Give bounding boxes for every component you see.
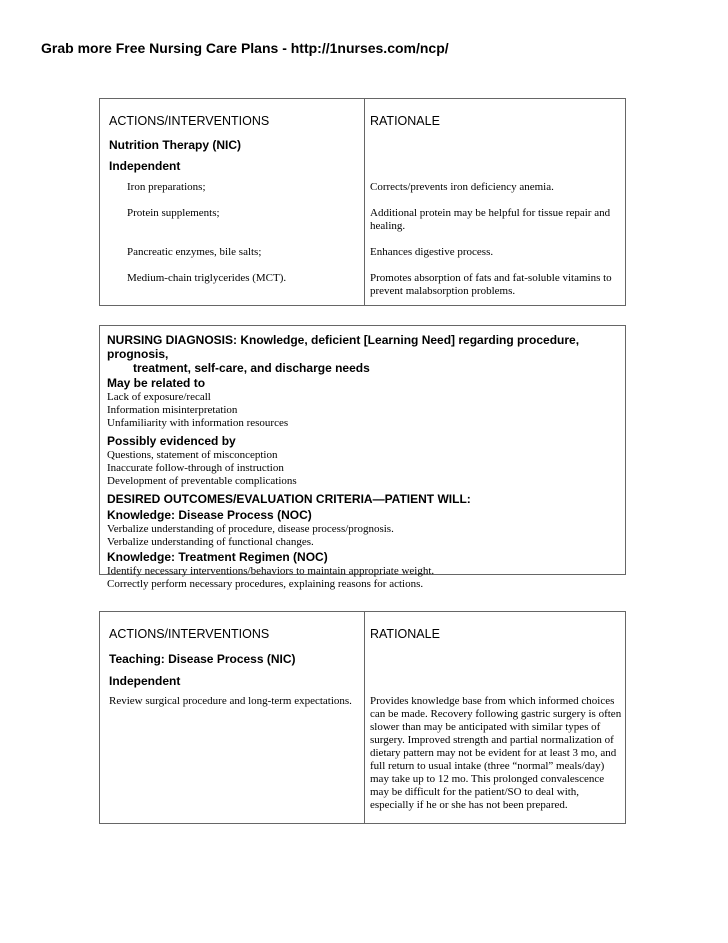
subsection-heading: Independent [109,159,181,173]
col-header-actions: ACTIONS/INTERVENTIONS [109,627,270,641]
column-divider [364,99,365,305]
page-header-link[interactable]: Grab more Free Nursing Care Plans - http://1nurses.com/ncp/ [41,40,449,56]
table-row-action: Pancreatic enzymes, bile salts; [127,246,262,258]
diagnosis-title-line1: NURSING DIAGNOSIS: Knowledge, deficient [Learning Need] regarding procedure, prognosis, [107,333,580,361]
table-row-rationale: Additional protein may be helpful for tissue repair and healing. [370,207,611,232]
col-header-rationale: RATIONALE [370,627,440,641]
col-header-rationale: RATIONALE [370,114,440,128]
table-row-rationale: Corrects/prevents iron deficiency anemia. [370,181,554,193]
interventions-table-teaching [99,611,626,824]
related-item: Information misinterpretation [107,404,238,416]
interventions-table-nutrition [99,98,626,306]
table-row-action: Medium-chain triglycerides (MCT). [127,272,287,284]
noc-item: Identify necessary interventions/behaviors to maintain appropriate weight. [107,565,435,577]
noc-heading: Knowledge: Treatment Regimen (NOC) [107,550,328,564]
diagnosis-title-line2: treatment, self-care, and discharge needs [133,361,370,375]
col-header-actions: ACTIONS/INTERVENTIONS [109,114,270,128]
subsection-heading: Independent [109,674,181,688]
noc-item: Verbalize understanding of functional changes. [107,536,314,548]
evidenced-item: Development of preventable complications [107,475,297,487]
related-item: Unfamiliarity with information resources [107,417,289,429]
table-row-rationale: Promotes absorption of fats and fat-soluble vitamins to prevent malabsorption problems. [370,272,612,297]
nursing-diagnosis-box [99,325,626,590]
outcomes-heading: DESIRED OUTCOMES/EVALUATION CRITERIA—PATIENT WILL: [107,492,471,506]
table-row-rationale: Enhances digestive process. [370,246,494,258]
evidenced-item: Questions, statement of misconception [107,449,278,461]
noc-heading: Knowledge: Disease Process (NOC) [107,508,312,522]
related-item: Lack of exposure/recall [107,391,211,403]
evidenced-item: Inaccurate follow-through of instruction [107,462,284,474]
table-row-rationale: Provides knowledge base from which informed choices can be made. Recovery following gastric surgery is often slower than may be anticipated with similar types of surgery. Improved strength and partial normalization of dietary pattern may not be evident for at least 3 mo, and full return to usual intake (three “normal” meals/day) may take up to 12 mo. This prolonged convalescence may be difficult for the patient/SO to deal with, especially if he or she has not been prepared. [370,695,622,811]
table-row-action: Review surgical procedure and long-term expectations. [109,695,352,707]
table-row-action: Protein supplements; [127,207,220,219]
noc-item: Verbalize understanding of procedure, disease process/prognosis. [107,523,394,535]
noc-item: Correctly perform necessary procedures, explaining reasons for actions. [107,578,424,590]
related-heading: May be related to [107,376,206,390]
section-heading: Nutrition Therapy (NIC) [109,138,241,152]
table-row-action: Iron preparations; [127,181,206,193]
evidenced-heading: Possibly evidenced by [107,434,236,448]
diagnosis-title [107,333,617,375]
section-heading: Teaching: Disease Process (NIC) [109,652,296,666]
column-divider [364,612,365,823]
